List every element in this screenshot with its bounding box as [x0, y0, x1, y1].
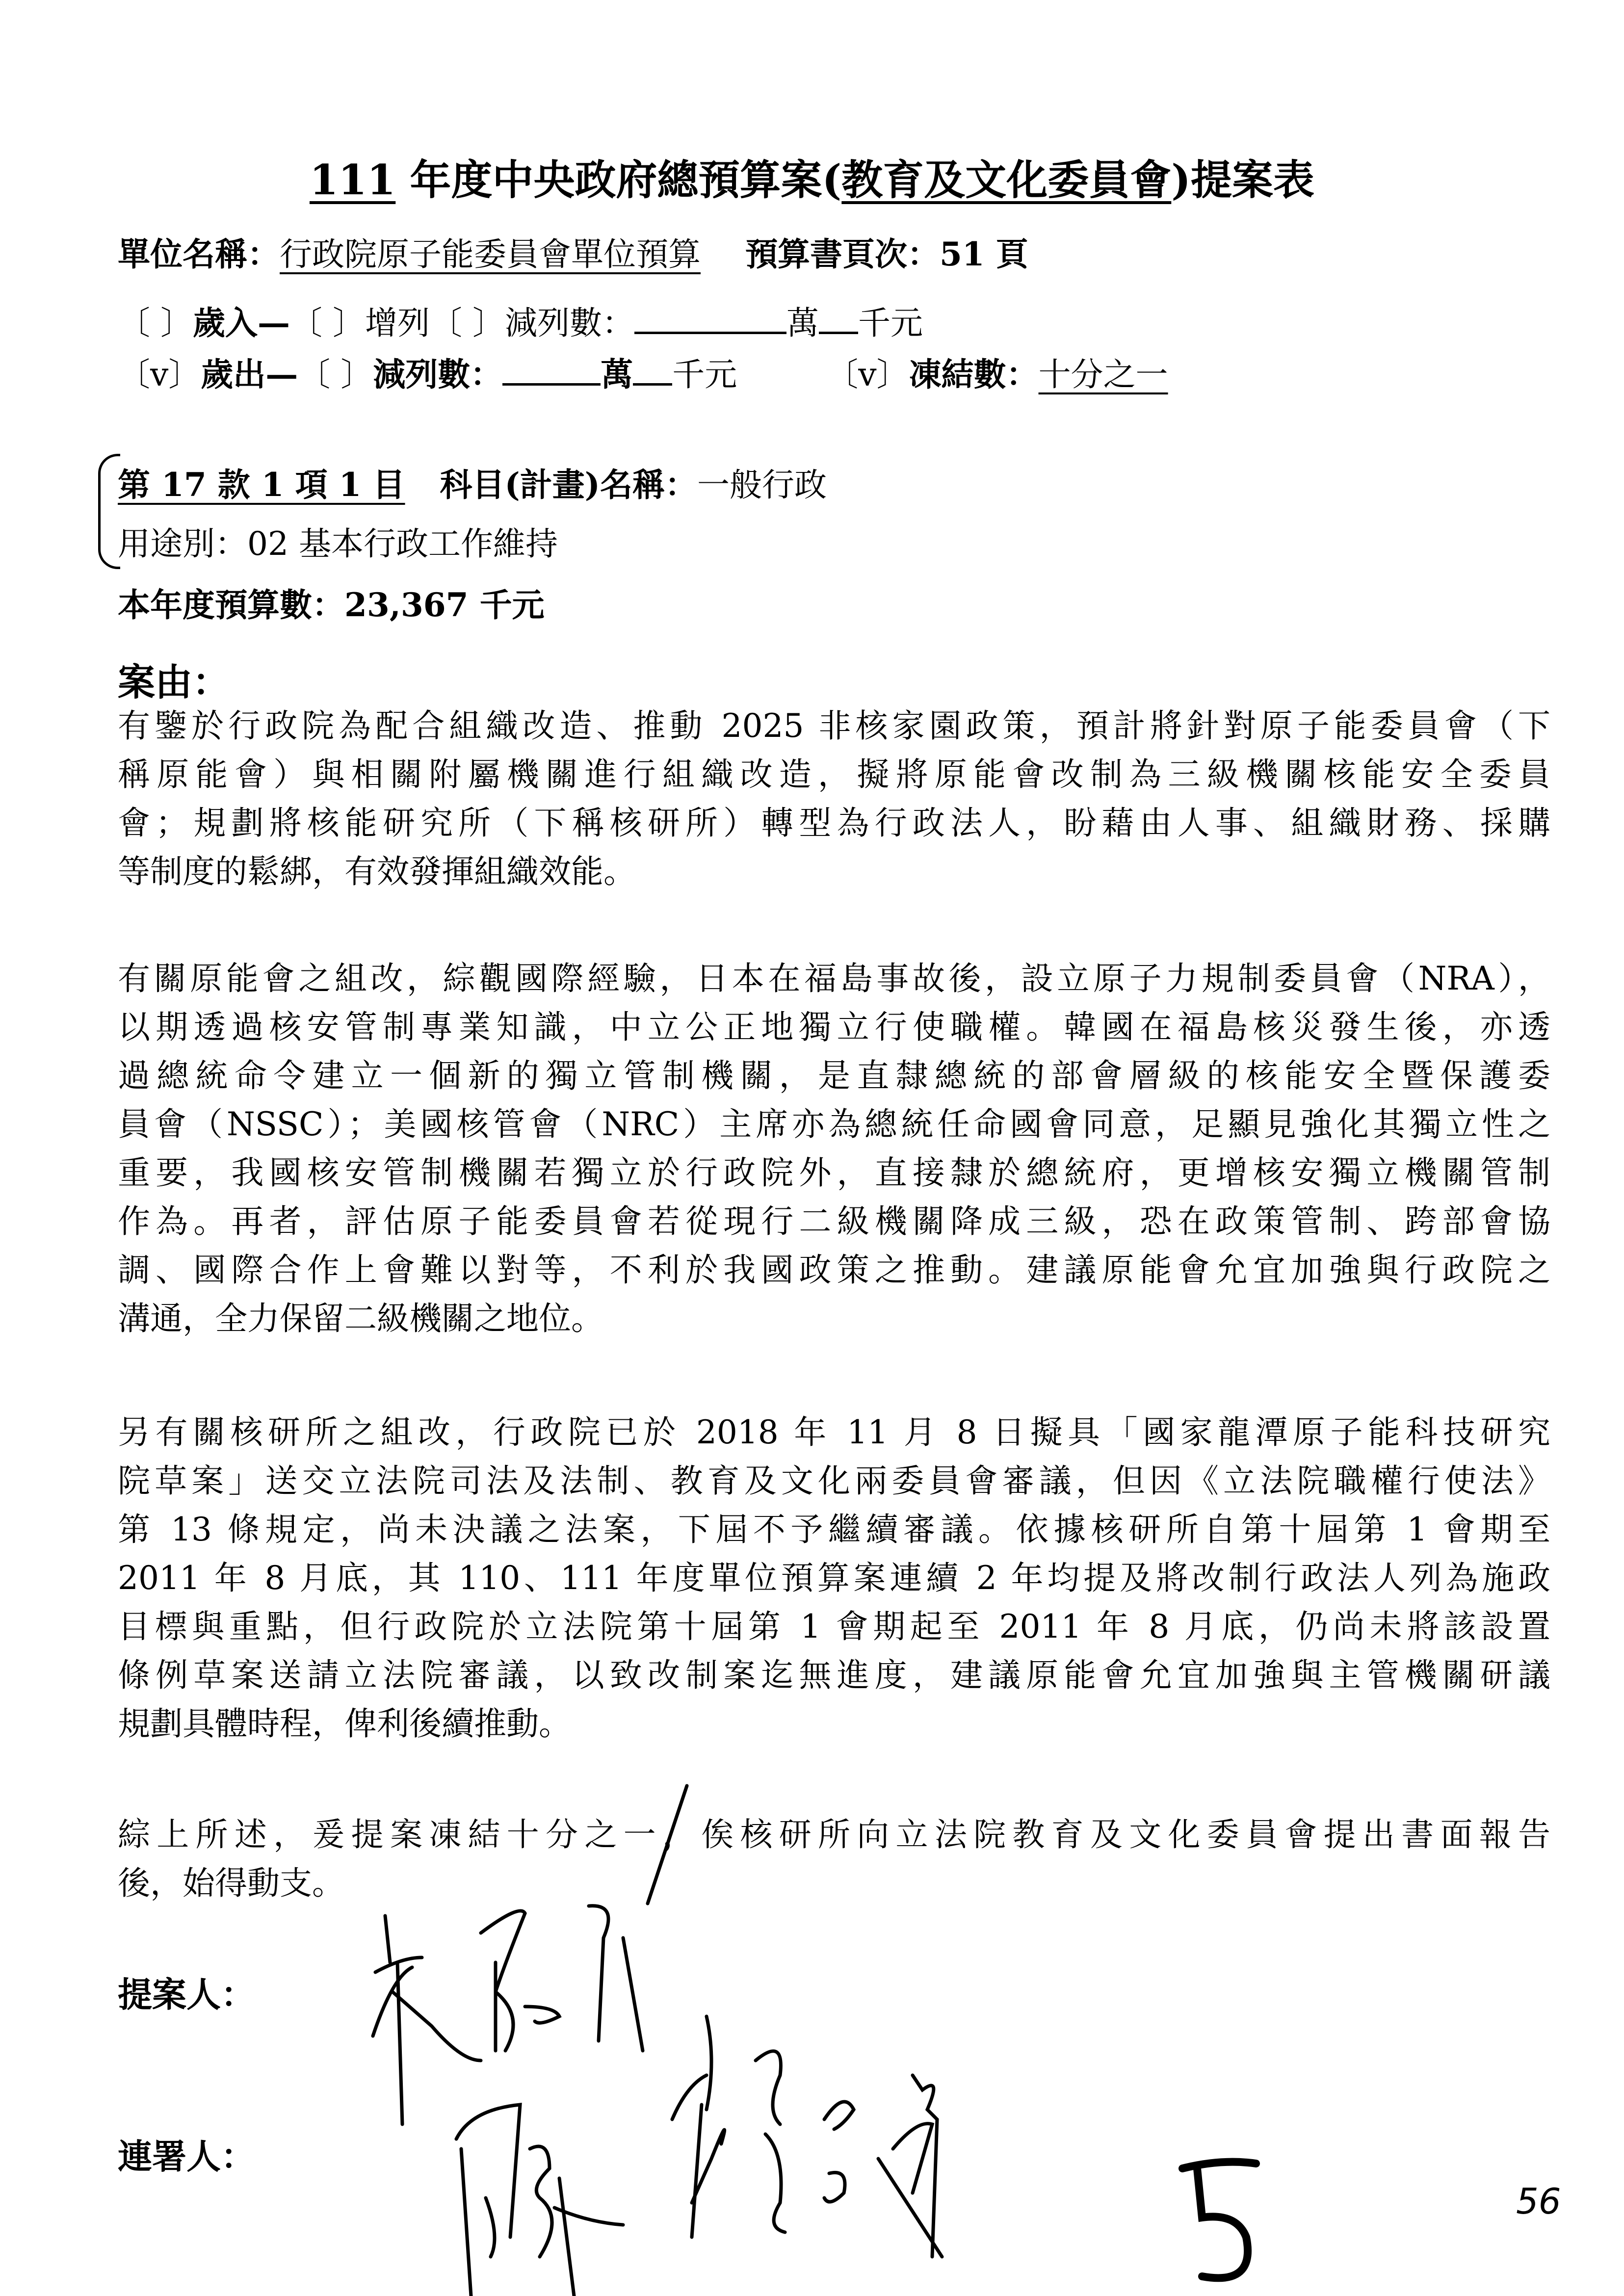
revenue-checkbox[interactable]: 〔 〕 [118, 304, 193, 342]
freeze-checkbox[interactable]: 〔v〕 [826, 356, 909, 393]
reason-paragraph-line: 目標與重點，但行政院於立法院第十屆第 1 會期起至 2011 年 8 月底，仍尚未將該設置 [118, 1608, 1550, 1645]
title-committee: 教育及文化委員會 [841, 156, 1172, 204]
purpose-row: 用途別：02 基本行政工作維持 [118, 525, 558, 563]
unit-value: 行政院原子能委員會單位預算 [280, 235, 701, 273]
reason-paragraph-line: 有關原能會之組改，綜觀國際經驗，日本在福島事故後，設立原子力規制委員會（NRA）， [118, 960, 1550, 997]
page-label: 預算書頁次： [745, 235, 940, 273]
expenditure-checkbox[interactable]: 〔v〕 [118, 356, 201, 393]
expenditure-label: 歲出— [201, 355, 298, 393]
reason-paragraph-line: 員會（NSSC）；美國核管會（NRC）主席亦為總統任命國會同意，足顯見強化其獨立性之 [118, 1105, 1550, 1143]
reason-paragraph-line: 溝通，全力保留二級機關之地位。 [118, 1300, 603, 1337]
cosigner-label: 連署人： [118, 2136, 255, 2177]
reason-paragraph-line: 2011 年 8 月底，其 110、111 年度單位預算案連續 2 年均提及將改制行政法人列為施政 [118, 1559, 1550, 1597]
proposer-label: 提案人： [118, 1974, 255, 2015]
wan-label: 萬 [601, 355, 633, 393]
page-number: 56 [1516, 2181, 1561, 2222]
reason-paragraph-line: 有鑒於行政院為配合組織改造、推動 2025 非核家園政策，預計將針對原子能委員會（下 [118, 707, 1550, 745]
reason-paragraph-line: 等制度的鬆綁，有效發揮組織效能。 [118, 853, 636, 890]
wan-label: 萬 [786, 304, 819, 342]
unit-label: 單位名稱： [118, 235, 280, 273]
reason-paragraph-line: 第 13 條規定，尚未決議之法案，下屆不予繼續審議。依據核研所自第十屆第 1 會期至 [118, 1511, 1550, 1548]
revenue-add[interactable]: 〔 〕增列 [289, 304, 430, 342]
reason-paragraph-line: 規劃具體時程，俾利後續推動。 [118, 1705, 571, 1743]
title-post: )提案表 [1171, 156, 1315, 204]
page-value: 51 頁 [939, 235, 1028, 273]
reason-paragraph-line: 另有關核研所之組改，行政院已於 2018 年 11 月 8 日擬具「國家龍潭原子能科技研究 [118, 1413, 1550, 1451]
reason-paragraph-line: 後，始得動支。 [118, 1864, 344, 1902]
reason-paragraph-line: 作為。再者，評估原子能委員會若從現行二級機關降成三級，恐在政策管制、跨部會協 [118, 1202, 1550, 1240]
revenue-label: 歲入— [192, 304, 290, 342]
reason-paragraph-line: 會；規劃將核能研究所（下稱核研所）轉型為行政法人，盼藉由人事、組織財務、採購 [118, 804, 1550, 842]
revenue-cut[interactable]: 〔 〕減列數： [429, 304, 634, 342]
proposer-signature [373, 1786, 687, 2124]
reason-paragraph-line: 條例草案送請立法院審議，以致改制案迄無進度，建議原能會允宜加強與主管機關研議 [118, 1656, 1550, 1694]
freeze-value: 十分之一 [1038, 356, 1168, 393]
reason-paragraph-line: 調、國際合作上會難以對等，不利於我國政策之推動。建議原能會允宜加強與行政院之 [118, 1251, 1550, 1289]
reason-paragraph-line: 院草案」送交立法院司法及法制、教育及文化兩委員會審議，但因《立法院職權行使法》 [118, 1462, 1550, 1500]
reason-heading: 案由： [118, 660, 230, 704]
reason-paragraph-line: 過總統命令建立一個新的獨立管制機關，是直隸總統的部會層級的核能安全暨保護委 [118, 1057, 1550, 1095]
budget-amount: 本年度預算數：23,367 千元 [118, 586, 545, 624]
expenditure-cut: 減列數： [373, 355, 503, 393]
cosigner-signatures [456, 2016, 1256, 2296]
subject-value: 一般行政 [697, 466, 827, 504]
freeze-label: 凍結數： [909, 355, 1039, 393]
reason-paragraph-line: 重要，我國核安管制機關若獨立於行政院外，直接隸於總統府，更增核安獨立機關管制 [118, 1154, 1550, 1192]
title-pre: 年度中央政府總預算案( [395, 156, 842, 204]
qian-label: 千元 [858, 304, 923, 342]
subject-label: 科目(計畫)名稱： [440, 466, 698, 504]
reason-paragraph-line: 以期透過核安管制專業知識，中立公正地獨立行使職權。韓國在福島核災發生後，亦透 [118, 1008, 1550, 1046]
item-code: 第 17 款 1 項 1 目 [118, 466, 405, 504]
expenditure-cut-checkbox[interactable]: 〔 〕 [298, 356, 373, 393]
qian-label: 千元 [672, 356, 737, 393]
reason-paragraph-line: 綜上所述，爰提案凍結十分之一，俟核研所向立法院教育及文化委員會提出書面報告 [118, 1816, 1550, 1853]
title-year: 111 [309, 156, 396, 204]
reason-paragraph-line: 稱原能會）與相關附屬機關進行組織改造，擬將原能會改制為三級機關核能安全委員 [118, 756, 1550, 793]
